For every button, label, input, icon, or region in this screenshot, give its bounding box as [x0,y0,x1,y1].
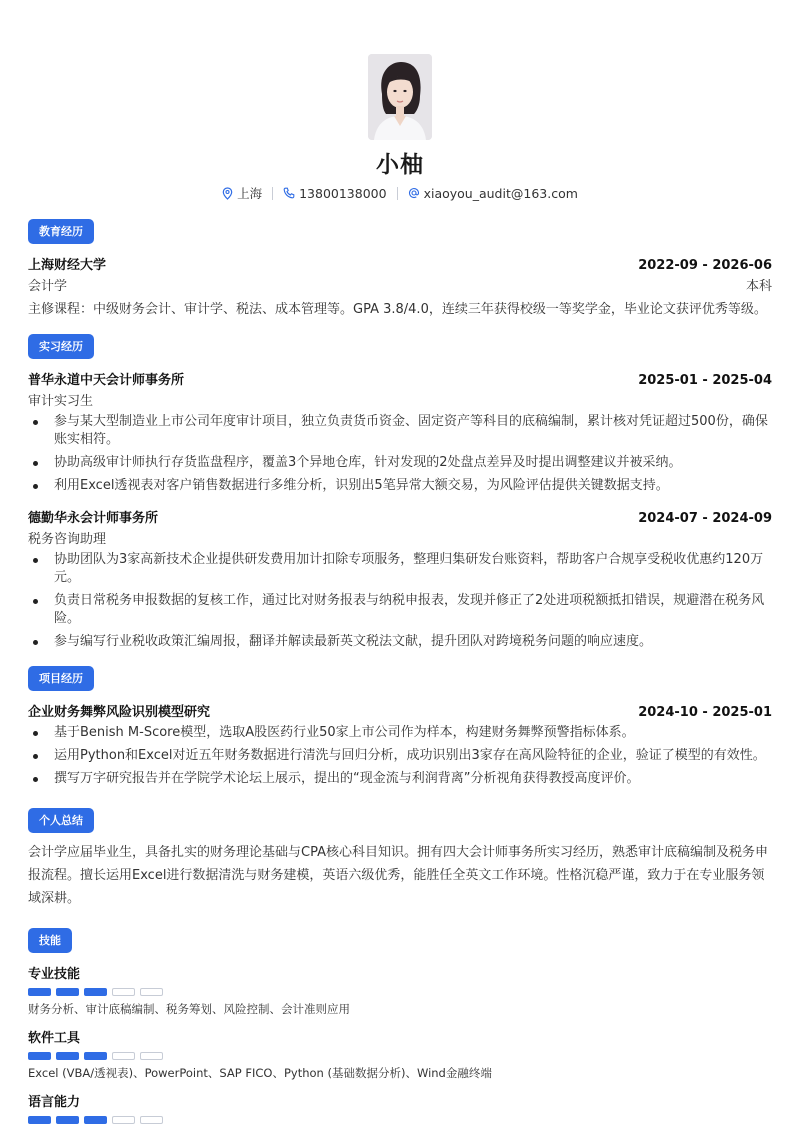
section-tag-education: 教育经历 [28,219,94,244]
bullet-item: 协助团队为3家高新技术企业提供研发费用加计扣除专项服务，整理归集研发台账资料，帮助客户合规享受税收优惠约120万元。 [28,551,772,587]
skill-title: 软件工具 [28,1031,81,1046]
location-pin-icon [222,187,233,200]
internship-date: 2025-01 - 2025-04 [638,373,772,388]
skill-level-bar-empty [112,988,135,996]
skill-group [28,1027,772,1081]
phone-icon [283,187,295,199]
company-name: 德勤华永会计师事务所 [28,511,159,526]
skill-title: 语言能力 [28,1095,81,1110]
skill-level-bar-empty [140,1116,163,1124]
contact-divider [272,187,273,200]
contact-email [408,186,578,201]
skill-description: 财务分析、审计底稿编制、税务筹划、风险控制、会计准则应用 [28,1002,350,1016]
internship-header [28,507,772,526]
location-text: 上海 [237,186,263,201]
skill-title: 专业技能 [28,967,81,982]
skill-level-bar-empty [112,1116,135,1124]
project-name: 企业财务舞弊风险识别模型研究 [28,705,211,720]
at-sign-icon [408,187,420,199]
education-date: 2022-09 - 2026-06 [638,258,772,273]
bullet-item: 撰写万字研究报告并在学院学术论坛上展示，提出的“现金流与利润背离”分析视角获得教授高度评价。 [28,770,772,788]
skill-group [28,1091,772,1124]
internship-date: 2024-07 - 2024-09 [638,511,772,526]
project-section [28,666,772,793]
skill-level-bar-filled [56,1052,79,1060]
bullet-item: 协助高级审计师执行存货监盘程序，覆盖3个异地仓库，针对发现的2处盘点差异及时提出调整建议并被采纳。 [28,454,772,472]
section-tag-project: 项目经历 [28,666,94,691]
skills-section [28,928,772,1124]
email-text[interactable]: xiaoyou_audit@163.com [423,185,578,201]
education-description: 主修课程：中级财务会计、审计学、税法、成本管理等。GPA 3.8/4.0，连续三年获得校级一等奖学金，毕业论文获评优秀等级。 [28,302,767,317]
skill-level-bar-filled [84,988,107,996]
education-header [28,254,772,273]
skill-level-bar-filled [56,1116,79,1124]
skill-level-bar-filled [84,1116,107,1124]
section-tag-internship: 实习经历 [28,334,94,359]
skill-level-bar-filled [28,1052,51,1060]
education-section [28,219,772,321]
internship-bullets [28,551,772,651]
company-name: 普华永道中天会计师事务所 [28,373,185,388]
bullet-item: 基于Benish M-Score模型，选取A股医药行业50家上市公司作为样本，构建财务舞弊预警指标体系。 [28,724,772,742]
profile-photo [368,54,432,140]
skill-level-bar-empty [112,1052,135,1060]
internship-section [28,334,772,656]
phone-text[interactable]: 13800138000 [299,185,387,201]
skill-level-bar-empty [140,1052,163,1060]
bullet-item: 负责日常税务申报数据的复核工作，通过比对财务报表与纳税申报表，发现并修正了2处进项税额抵扣错误，规避潜在税务风险。 [28,592,772,628]
candidate-name: 小柚 [376,152,424,178]
job-role: 审计实习生 [28,394,94,409]
bullet-item: 运用Python和Excel对近五年财务数据进行清洗与回归分析，成功识别出3家存在高风险特征的企业，验证了模型的有效性。 [28,747,772,765]
job-role: 税务咨询助理 [28,532,107,547]
degree: 本科 [745,279,772,294]
major: 会计学 [28,279,68,294]
skill-level-bar-filled [84,1052,107,1060]
contact-bar [0,184,800,202]
skill-level-bar-filled [28,1116,51,1124]
bullet-item: 利用Excel透视表对客户销售数据进行多维分析，识别出5笔异常大额交易，为风险评估提供关键数据支持。 [28,477,772,495]
skill-level-bars [28,988,772,996]
internship-item [28,369,772,495]
contact-phone [283,186,386,201]
section-tag-summary: 个人总结 [28,808,94,833]
contact-divider [397,187,398,200]
skill-level-bar-filled [56,988,79,996]
summary-text: 会计学应届毕业生，具备扎实的财务理论基础与CPA核心科目知识。拥有四大会计师事务所实习经历，熟悉审计底稿编制及税务申报流程。擅长运用Excel进行数据清洗与财务建模，英语六级优秀，能胜任全英文工作环境。性格沉稳严谨，致力于在专业服务领域深耕。 [28,845,768,906]
internship-bullets [28,413,772,495]
skill-level-bars [28,1116,772,1124]
skill-description: Excel (VBA/透视表)、PowerPoint、SAP FICO、Python (基础数据分析)、Wind金融终端 [28,1066,492,1080]
education-subheader [28,275,772,294]
skill-level-bar-empty [140,988,163,996]
section-tag-skills: 技能 [28,928,72,953]
bullet-item: 参与某大型制造业上市公司年度审计项目，独立负责货币资金、固定资产等科目的底稿编制，累计核对凭证超过500份，确保账实相符。 [28,413,772,449]
internship-header [28,369,772,388]
bullet-item: 参与编写行业税收政策汇编周报，翻译并解读最新英文税法文献，提升团队对跨境税务问题的响应速度。 [28,633,772,651]
school-name: 上海财经大学 [28,258,107,273]
project-date: 2024-10 - 2025-01 [638,705,772,720]
project-bullets [28,724,772,788]
skill-group [28,963,772,1017]
contact-location [222,184,262,202]
portrait-image [368,54,432,140]
summary-section [28,808,772,910]
internship-item [28,507,772,651]
skill-level-bar-filled [28,988,51,996]
project-header [28,701,772,720]
skill-level-bars [28,1052,772,1060]
